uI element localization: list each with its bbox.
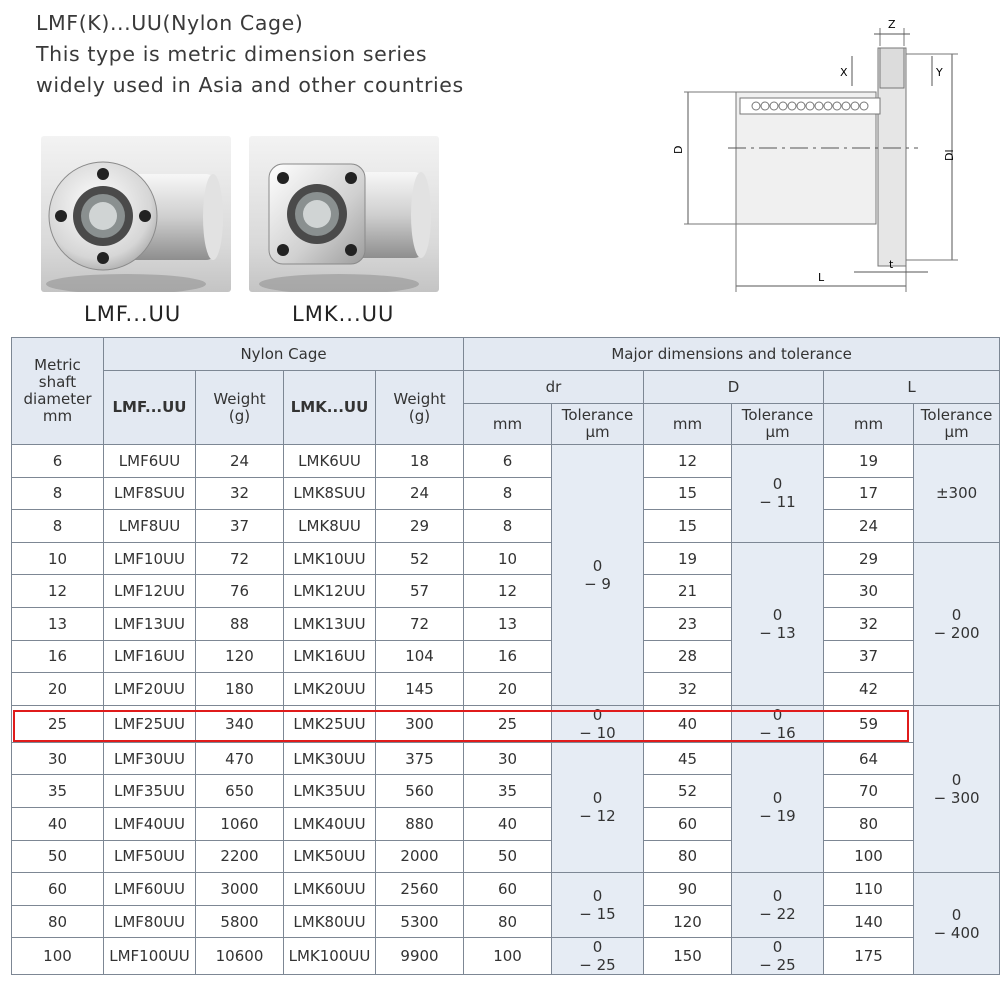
lmk-model: LMK10UU xyxy=(284,542,376,575)
y-label: Y xyxy=(936,66,943,79)
nylon-cage-header: Nylon Cage xyxy=(104,338,464,371)
lmk-model: LMK80UU xyxy=(284,905,376,938)
lmf-weight: 24 xyxy=(196,445,284,478)
l-mm: 32 xyxy=(824,607,914,640)
lmf-model: LMF60UU xyxy=(104,873,196,906)
lmk-caption: LMK...UU xyxy=(292,302,395,326)
d-mm: 120 xyxy=(644,905,732,938)
dr-tolerance: 0 − 10 xyxy=(552,705,644,742)
table-row xyxy=(12,742,1000,775)
l-tolerance: 0 − 300 xyxy=(914,705,1000,872)
dr-mm: 80 xyxy=(464,905,552,938)
t-thickness-label: t xyxy=(889,258,894,271)
dr-mm: 100 xyxy=(464,938,552,975)
d-mm: 21 xyxy=(644,575,732,608)
l-mm: 64 xyxy=(824,742,914,775)
dimension-drawing xyxy=(668,10,968,300)
l-mm: 70 xyxy=(824,775,914,808)
lmf-weight: 10600 xyxy=(196,938,284,975)
shaft-diameter: 35 xyxy=(12,775,104,808)
lmf-weight-header: Weight (g) xyxy=(196,371,284,445)
d-mm: 90 xyxy=(644,873,732,906)
l-mm: 42 xyxy=(824,673,914,706)
d-mm: 60 xyxy=(644,807,732,840)
lmk-weight: 880 xyxy=(376,807,464,840)
lmf-weight: 650 xyxy=(196,775,284,808)
dr-mm: 35 xyxy=(464,775,552,808)
lmk-weight: 9900 xyxy=(376,938,464,975)
z-label: Z xyxy=(888,18,896,31)
lmk-model: LMK20UU xyxy=(284,673,376,706)
d-tolerance: 0 − 22 xyxy=(732,873,824,938)
shaft-diameter: 12 xyxy=(12,575,104,608)
lmf-weight: 5800 xyxy=(196,905,284,938)
lmk-model: LMK50UU xyxy=(284,840,376,873)
d-mm: 15 xyxy=(644,477,732,510)
dr-header: dr xyxy=(464,371,644,404)
lmf-model: LMF80UU xyxy=(104,905,196,938)
dr-mm: 10 xyxy=(464,542,552,575)
lmf-weight: 2200 xyxy=(196,840,284,873)
dl-flange-label: Dl xyxy=(943,149,956,161)
l-mm: 29 xyxy=(824,542,914,575)
d-mm: 12 xyxy=(644,445,732,478)
shaft-diameter: 60 xyxy=(12,873,104,906)
d-tolerance-header: Tolerance μm xyxy=(732,404,824,445)
l-mm-header: mm xyxy=(824,404,914,445)
dr-mm: 8 xyxy=(464,510,552,543)
lmf-weight: 1060 xyxy=(196,807,284,840)
lmf-weight: 88 xyxy=(196,607,284,640)
lmk-model: LMK8SUU xyxy=(284,477,376,510)
table-row xyxy=(12,873,1000,906)
l-tolerance: 0 − 200 xyxy=(914,542,1000,705)
d-mm-header: mm xyxy=(644,404,732,445)
shaft-diameter: 50 xyxy=(12,840,104,873)
shaft-diameter: 8 xyxy=(12,510,104,543)
d-mm: 80 xyxy=(644,840,732,873)
lmf-model-header: LMF...UU xyxy=(104,371,196,445)
l-mm: 37 xyxy=(824,640,914,673)
lmf-model: LMF25UU xyxy=(104,705,196,742)
l-mm: 80 xyxy=(824,807,914,840)
d-mm: 52 xyxy=(644,775,732,808)
d-mm: 45 xyxy=(644,742,732,775)
lmf-model: LMF50UU xyxy=(104,840,196,873)
table-row xyxy=(12,905,1000,938)
d-outer-label: D xyxy=(672,145,685,154)
d-tolerance: 0 − 11 xyxy=(732,445,824,543)
table-row xyxy=(12,840,1000,873)
dr-tolerance: 0 − 25 xyxy=(552,938,644,975)
lmk-weight: 375 xyxy=(376,742,464,775)
lmk-weight: 52 xyxy=(376,542,464,575)
dr-tolerance: 0 − 9 xyxy=(552,445,644,706)
lmk-weight: 2000 xyxy=(376,840,464,873)
table-row xyxy=(12,673,1000,706)
l-mm: 100 xyxy=(824,840,914,873)
lmf-weight: 37 xyxy=(196,510,284,543)
metric-shaft-header: Metric shaft diameter mm xyxy=(12,338,104,445)
lmk-model: LMK13UU xyxy=(284,607,376,640)
d-header: D xyxy=(644,371,824,404)
lmf-model: LMF8SUU xyxy=(104,477,196,510)
lmf-model: LMF40UU xyxy=(104,807,196,840)
lmk-model-header: LMK...UU xyxy=(284,371,376,445)
lmk-weight: 300 xyxy=(376,705,464,742)
lmk-model: LMK25UU xyxy=(284,705,376,742)
table-row xyxy=(12,542,1000,575)
shaft-diameter: 80 xyxy=(12,905,104,938)
table-row xyxy=(12,607,1000,640)
dr-mm-header: mm xyxy=(464,404,552,445)
l-tolerance: ±300 xyxy=(914,445,1000,543)
table-row xyxy=(12,477,1000,510)
l-tolerance: 0 − 400 xyxy=(914,873,1000,975)
lmf-weight: 120 xyxy=(196,640,284,673)
lmk-model: LMK16UU xyxy=(284,640,376,673)
d-mm: 23 xyxy=(644,607,732,640)
l-mm: 17 xyxy=(824,477,914,510)
lmk-model: LMK35UU xyxy=(284,775,376,808)
lmf-model: LMF13UU xyxy=(104,607,196,640)
dr-mm: 8 xyxy=(464,477,552,510)
d-mm: 28 xyxy=(644,640,732,673)
shaft-diameter: 16 xyxy=(12,640,104,673)
shaft-diameter: 40 xyxy=(12,807,104,840)
shaft-diameter: 8 xyxy=(12,477,104,510)
lmk-model: LMK60UU xyxy=(284,873,376,906)
lmf-weight: 76 xyxy=(196,575,284,608)
shaft-diameter: 20 xyxy=(12,673,104,706)
lmf-weight: 72 xyxy=(196,542,284,575)
lmk-model: LMK30UU xyxy=(284,742,376,775)
dr-tolerance: 0 − 15 xyxy=(552,873,644,938)
dr-mm: 13 xyxy=(464,607,552,640)
dr-mm: 40 xyxy=(464,807,552,840)
lmk-weight: 18 xyxy=(376,445,464,478)
d-tolerance: 0 − 25 xyxy=(732,938,824,975)
lmf-weight: 32 xyxy=(196,477,284,510)
dr-mm: 6 xyxy=(464,445,552,478)
table-row xyxy=(12,445,1000,478)
table-row xyxy=(12,775,1000,808)
lmk-model: LMK6UU xyxy=(284,445,376,478)
lmk-model: LMK12UU xyxy=(284,575,376,608)
l-length-label: L xyxy=(818,271,825,284)
shaft-diameter: 100 xyxy=(12,938,104,975)
dr-mm: 16 xyxy=(464,640,552,673)
lmk-weight: 560 xyxy=(376,775,464,808)
shaft-diameter: 13 xyxy=(12,607,104,640)
l-mm: 140 xyxy=(824,905,914,938)
lmk-weight: 145 xyxy=(376,673,464,706)
intro-line-2: This type is metric dimension series xyxy=(36,42,428,66)
l-header: L xyxy=(824,371,1000,404)
dr-tolerance-header: Tolerance μm xyxy=(552,404,644,445)
lmf-model: LMF100UU xyxy=(104,938,196,975)
l-tolerance-header: Tolerance μm xyxy=(914,404,1000,445)
l-mm: 110 xyxy=(824,873,914,906)
lmk-weight-header: Weight (g) xyxy=(376,371,464,445)
lmk-weight: 5300 xyxy=(376,905,464,938)
spec-table xyxy=(11,337,1000,975)
table-row xyxy=(12,807,1000,840)
lmf-weight: 340 xyxy=(196,705,284,742)
lmk-weight: 24 xyxy=(376,477,464,510)
shaft-diameter: 25 xyxy=(12,705,104,742)
dr-mm: 60 xyxy=(464,873,552,906)
dr-mm: 50 xyxy=(464,840,552,873)
lmk-weight: 104 xyxy=(376,640,464,673)
lmf-model: LMF8UU xyxy=(104,510,196,543)
table-row-highlighted xyxy=(12,705,1000,742)
lmk-model: LMK100UU xyxy=(284,938,376,975)
lmk-weight: 72 xyxy=(376,607,464,640)
l-mm: 19 xyxy=(824,445,914,478)
table-row xyxy=(12,938,1000,975)
dr-mm: 25 xyxy=(464,705,552,742)
lmf-caption: LMF...UU xyxy=(84,302,182,326)
lmf-weight: 3000 xyxy=(196,873,284,906)
d-mm: 19 xyxy=(644,542,732,575)
lmk-weight: 2560 xyxy=(376,873,464,906)
d-mm: 15 xyxy=(644,510,732,543)
l-mm: 30 xyxy=(824,575,914,608)
intro-text xyxy=(36,8,464,101)
dr-mm: 20 xyxy=(464,673,552,706)
shaft-diameter: 30 xyxy=(12,742,104,775)
lmf-round-flange-photo xyxy=(41,136,231,292)
dr-mm: 30 xyxy=(464,742,552,775)
lmf-model: LMF12UU xyxy=(104,575,196,608)
major-dimensions-header: Major dimensions and tolerance xyxy=(464,338,1000,371)
lmk-weight: 29 xyxy=(376,510,464,543)
lmk-square-flange-photo xyxy=(249,136,439,292)
d-tolerance: 0 − 16 xyxy=(732,705,824,742)
lmf-model: LMF35UU xyxy=(104,775,196,808)
lmf-model: LMF16UU xyxy=(104,640,196,673)
l-mm: 59 xyxy=(824,705,914,742)
lmf-weight: 180 xyxy=(196,673,284,706)
table-row xyxy=(12,575,1000,608)
intro-line-3: widely used in Asia and other countries xyxy=(36,73,464,97)
d-mm: 40 xyxy=(644,705,732,742)
lmf-model: LMF6UU xyxy=(104,445,196,478)
table-row xyxy=(12,510,1000,543)
lmf-model: LMF20UU xyxy=(104,673,196,706)
lmf-model: LMF10UU xyxy=(104,542,196,575)
lmk-model: LMK40UU xyxy=(284,807,376,840)
d-tolerance: 0 − 19 xyxy=(732,742,824,872)
lmk-model: LMK8UU xyxy=(284,510,376,543)
x-label: X xyxy=(840,66,848,79)
l-mm: 24 xyxy=(824,510,914,543)
lmf-model: LMF30UU xyxy=(104,742,196,775)
d-tolerance: 0 − 13 xyxy=(732,542,824,705)
l-mm: 175 xyxy=(824,938,914,975)
d-mm: 150 xyxy=(644,938,732,975)
table-row xyxy=(12,640,1000,673)
product-series-title: LMF(K)...UU(Nylon Cage) xyxy=(36,11,304,35)
lmk-weight: 57 xyxy=(376,575,464,608)
d-mm: 32 xyxy=(644,673,732,706)
shaft-diameter: 6 xyxy=(12,445,104,478)
lmf-weight: 470 xyxy=(196,742,284,775)
dr-mm: 12 xyxy=(464,575,552,608)
shaft-diameter: 10 xyxy=(12,542,104,575)
dr-tolerance: 0 − 12 xyxy=(552,742,644,872)
